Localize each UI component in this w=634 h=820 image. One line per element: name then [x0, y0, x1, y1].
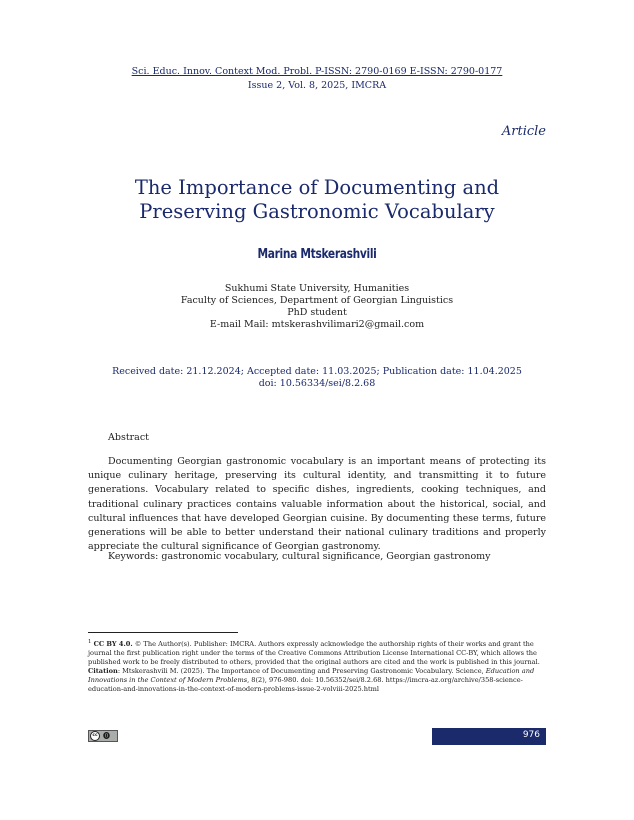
cc-by-license-badge[interactable] — [88, 730, 118, 742]
cc-icon: cc — [90, 731, 100, 741]
footnote-marker: 1 — [88, 639, 92, 645]
keywords-line: Keywords: gastronomic vocabulary, cultural significance, Georgian gastronomy — [108, 551, 491, 562]
doi-line[interactable]: doi: 10.56334/sei/8.2.68 — [258, 378, 376, 389]
title-line-2: Preserving Gastronomic Vocabulary — [139, 200, 495, 223]
title-line-1: The Importance of Documenting and — [134, 176, 500, 199]
citation-note — [88, 667, 546, 694]
journal-link[interactable]: Sci. Educ. Innov. Context Mod. Probl. P-ISSN: 2790-0169 E-ISSN: 2790-0177 — [131, 66, 503, 77]
abstract-text: Documenting Georgian gastronomic vocabulary is an important means of protecting its unique culinary heritage, preserving its cultural identity, and transmitting it to future generations. Vocabulary related to specific dishes, ingredients, cooking techniques, and traditional culinary practices contains valuable information about the historical, social, and cultural influences that have developed Georgian cuisine. By documenting these terms, future generations will be able to better understand their national culinary traditions and properly appreciate the cultural significance of Georgian gastronomy. — [88, 456, 546, 553]
license-text: © The Author(s). Publisher: IMCRA. Authors expressly acknowledge the authorship rights of their works and grant the journal the first publication right under the terms of the Creative Commons Attribution License International CC-BY, which allows the published work to be freely distributed to others, provided that the original authors are cited and the work is published in this journal. — [88, 640, 540, 666]
citation-post[interactable]: , 8(2), 976-980. doi: 10.56352/sei/8.2.68. https://imcra-az.org/archive/358-science-education-and-innovations-in-the-context-of-modern-problems-issue-2-volviii-2025.html — [88, 675, 523, 693]
by-person-icon: ⓿ — [103, 732, 110, 740]
footnote-divider — [88, 632, 238, 633]
dates-block — [0, 366, 634, 390]
journal-header[interactable] — [0, 66, 634, 77]
license-bold: CC BY 4.0. — [93, 640, 133, 649]
affiliation-block — [0, 283, 634, 331]
paper-title — [0, 176, 634, 224]
footnote — [88, 638, 546, 694]
article-type-label: Article — [501, 124, 546, 139]
email-line[interactable]: E-mail Mail: mtskerashvilimari2@gmail.com — [209, 319, 425, 330]
dates-line: Received date: 21.12.2024; Accepted date: 11.03.2025; Publication date: 11.04.2025 — [112, 366, 522, 377]
author-name: Marina Mtskerashvili — [257, 247, 377, 262]
abstract-heading: Abstract — [108, 432, 149, 443]
faculty-line: Faculty of Sciences, Department of Georgian Linguistics — [180, 295, 454, 306]
position-line: PhD student — [287, 307, 347, 318]
citation-journal: Education and Innovations in the Context of Modern Problems — [88, 666, 535, 684]
page-number: 976 — [522, 730, 540, 740]
page-number-bar — [432, 728, 546, 745]
citation-pre: : Mtskerashvili M. (2025). The Importance of Documenting and Preserving Gastronomic Vocabulary. Science, — [117, 666, 486, 675]
license-note — [88, 638, 546, 667]
university-line: Sukhumi State University, Humanities — [224, 283, 410, 294]
citation-label: Citation — [88, 666, 118, 675]
issue-line: Issue 2, Vol. 8, 2025, IMCRA — [247, 80, 387, 91]
